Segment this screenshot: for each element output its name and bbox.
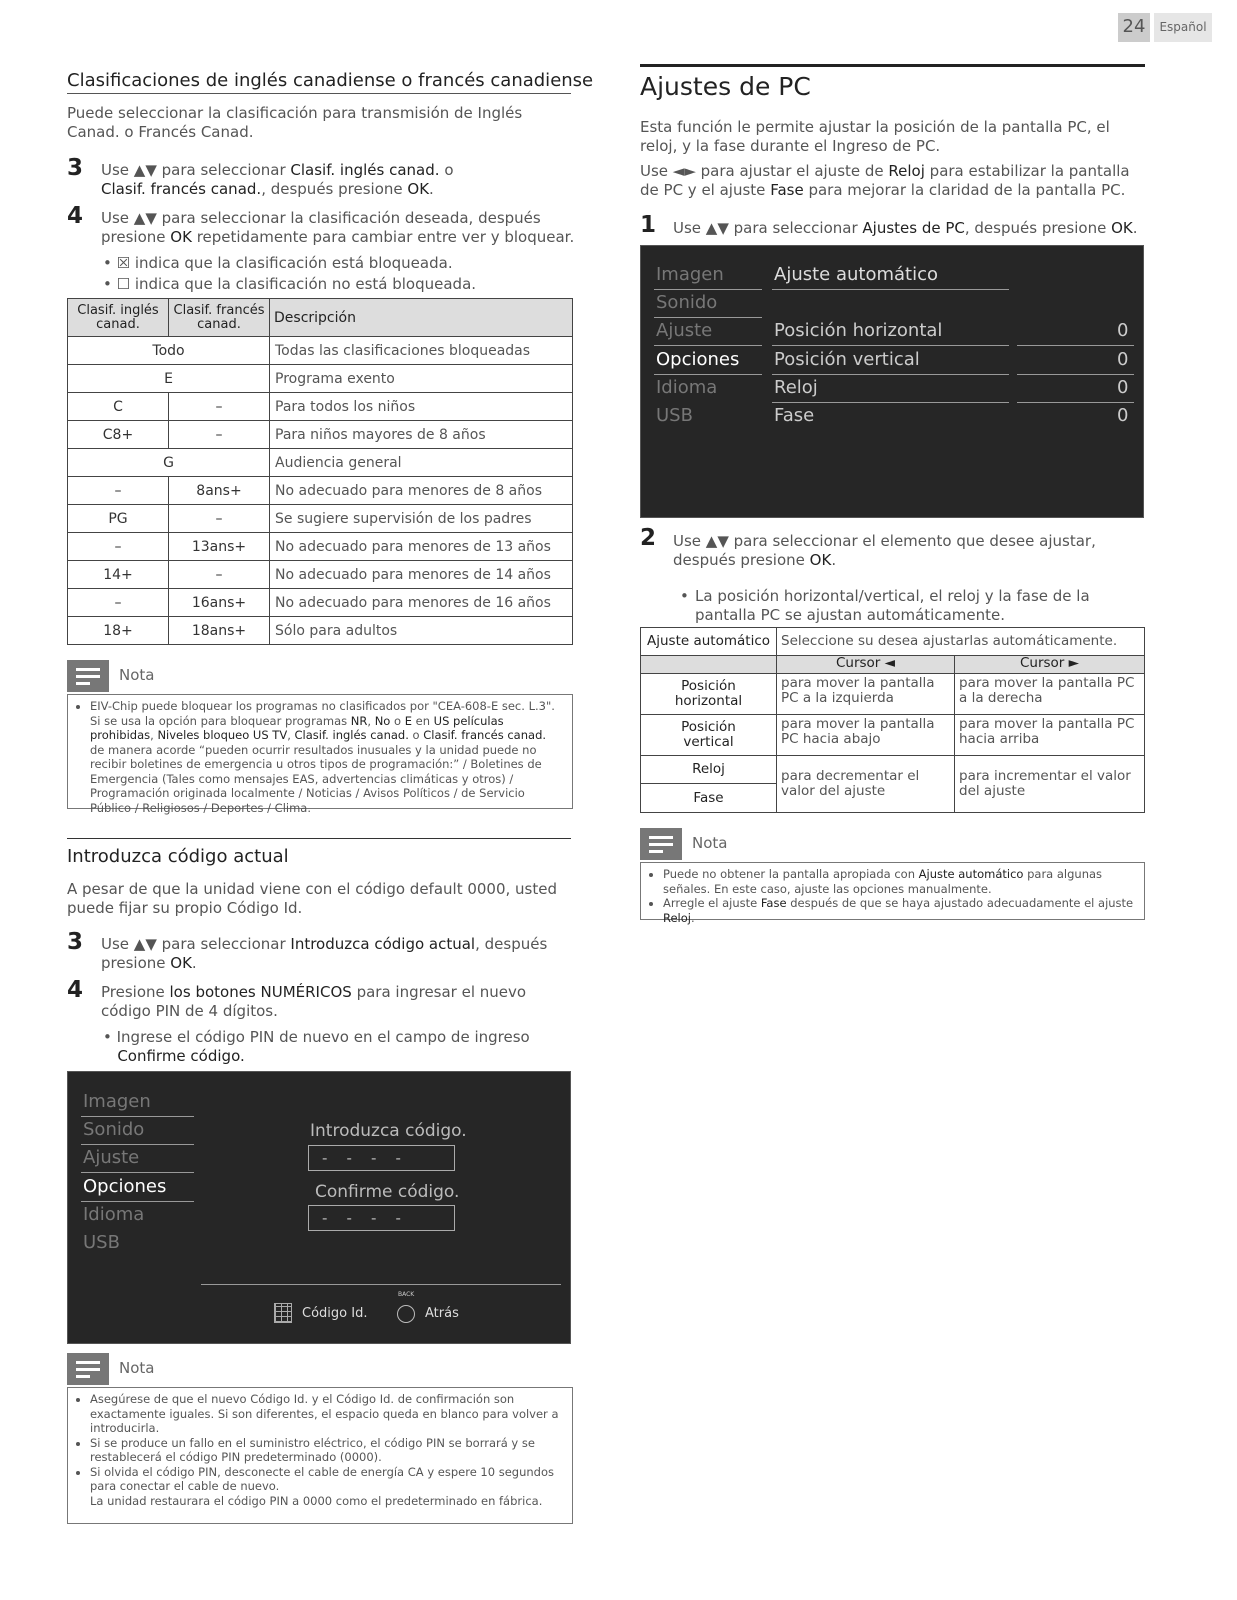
menu-item-idioma[interactable]: Idioma <box>83 1203 145 1225</box>
tv-menu-pc-settings <box>640 245 1144 518</box>
step-text-part: . <box>1132 219 1138 237</box>
rating-code: G <box>68 449 270 477</box>
canadian-ratings-table <box>67 298 573 645</box>
menu-term: Clasif. inglés canad. <box>290 161 440 179</box>
table-row <box>68 421 573 449</box>
keypad-icon <box>274 1303 292 1323</box>
note-part: , <box>367 713 375 728</box>
ok-term: OK <box>1111 219 1133 237</box>
section-title-canadian-ratings: Clasificaciones de inglés canadiense o francés canadiense <box>67 70 594 91</box>
rating-description: Programa exento <box>270 365 573 393</box>
confirm-code-mask: - - - - <box>322 1209 401 1227</box>
menu-item-sonido[interactable]: Sonido <box>656 292 718 314</box>
step-3-text <box>101 935 551 973</box>
back-small-label: BACK <box>398 1291 415 1298</box>
pc-setting-value: 0 <box>1117 405 1129 426</box>
menu-underline <box>654 345 762 346</box>
menu-item-sonido[interactable]: Sonido <box>83 1119 145 1141</box>
pc-setting-value: 0 <box>1117 320 1129 342</box>
auto-adjust-label: Ajuste automático <box>641 628 777 656</box>
rating-description: Para todos los niños <box>270 393 573 421</box>
column-header: Clasif. inglés canad. <box>68 299 169 337</box>
bullet-text: Ingrese el código PIN de nuevo en el campo de ingreso <box>116 1028 530 1046</box>
cursor-left-header: Cursor ◄ <box>777 656 955 674</box>
step-4-text <box>101 983 571 1021</box>
note-item <box>663 867 1136 896</box>
note-part: después de que se haya ajustado adecuadamente el ajuste <box>786 896 1134 910</box>
bullet-locked: • ☒ indica que la clasificación está bloqueada. <box>103 254 453 272</box>
menu-underline <box>654 317 762 318</box>
pc-setting-0[interactable]: Ajuste automático <box>774 264 938 285</box>
row-label: Reloj <box>641 756 777 784</box>
note-part: , <box>150 728 158 742</box>
rating-french: – <box>169 421 270 449</box>
cell: para mover la pantalla PC a la izquierda <box>777 674 955 715</box>
step-number: 1 <box>640 212 657 238</box>
menu-term: NR <box>350 713 368 728</box>
table-row <box>68 533 573 561</box>
section-intro: Esta función le permite ajustar la posición de la pantalla PC, el reloj, y la fase durante el Ingreso de PC. <box>640 118 1110 155</box>
bullet-auto-adjust: • La posición horizontal/vertical, el reloj y la fase de la pantalla PC se ajustan automáticamente. <box>680 587 1145 625</box>
enter-code-mask: - - - - <box>322 1149 401 1167</box>
step-text-part: o <box>439 161 454 179</box>
cell: para mover la pantalla PC hacia arriba <box>955 715 1145 756</box>
menu-item-opciones[interactable]: Opciones <box>656 348 740 370</box>
note-item <box>663 896 1136 925</box>
page-number: 24 <box>1122 16 1146 37</box>
step-text-part: , después presione <box>261 180 408 198</box>
menu-term: Reloj <box>888 162 925 180</box>
menu-item-ajuste[interactable]: Ajuste <box>83 1147 140 1169</box>
note-label: Nota <box>692 834 728 852</box>
column-header: Descripción <box>270 299 573 337</box>
menu-term: Introduzca código actual <box>290 935 476 953</box>
section-intro: A pesar de que la unidad viene con el código default 0000, usted puede fijar su propio Código Id. <box>67 880 558 917</box>
pc-setting-value: 0 <box>1117 348 1129 370</box>
rating-english: PG <box>68 505 169 533</box>
rating-description: Se sugiere supervisión de los padres <box>270 505 573 533</box>
menu-term: Ajustes de PC <box>862 219 965 237</box>
step-text-part: Use ▲▼ para seleccionar la clasificación deseada, después presione <box>101 209 541 246</box>
table-row <box>68 505 573 533</box>
step-number: 3 <box>67 929 84 955</box>
note-part: Puede no obtener la pantalla apropiada con <box>663 867 919 881</box>
table-row <box>68 589 573 617</box>
setting-underline <box>772 402 1009 403</box>
pc-setting-3[interactable]: Reloj <box>774 376 818 398</box>
note-part: o <box>390 713 405 728</box>
setting-underline <box>772 345 1009 346</box>
step-text-part: . <box>831 551 837 569</box>
pc-adjust-table <box>640 627 1145 813</box>
value-underline <box>1017 374 1134 375</box>
note-part: . <box>690 910 695 925</box>
bullet-confirm: • Ingrese el código PIN de nuevo en el campo de ingreso Confirme código. <box>103 1028 530 1065</box>
ok-term: OK <box>170 228 192 246</box>
menu-underline <box>81 1172 194 1173</box>
step-text-part: Use ▲▼ para seleccionar <box>673 219 863 237</box>
numeric-buttons-term: los botones NUMÉRICOS <box>169 983 352 1001</box>
bullet-text: ☒ indica que la clasificación está bloqueada. <box>116 254 453 272</box>
cell: para decrementar el valor del ajuste <box>777 756 955 813</box>
menu-item-opciones[interactable]: Opciones <box>83 1175 167 1197</box>
step-text-part: Presione <box>101 983 170 1001</box>
note-item: • Asegúrese de que el nuevo Código Id. y el Código Id. de confirmación son exactamente iguales. Si son diferentes, el espacio queda en blanco para volver a introducirla. <box>90 1392 564 1436</box>
rating-description: Sólo para adultos <box>270 617 573 645</box>
menu-term: Ajuste automático <box>918 867 1024 881</box>
menu-underline <box>81 1116 194 1117</box>
bullet-unlocked: • ☐ indica que la clasificación no está bloqueada. <box>103 275 477 293</box>
menu-term: Niveles bloqueo US TV <box>157 728 288 742</box>
note-label: Nota <box>119 1359 155 1377</box>
table-row <box>68 337 573 365</box>
step-text-part: para ingresar el nuevo código PIN de 4 dígitos. <box>101 983 527 1020</box>
menu-term: Reloj <box>663 910 691 925</box>
note-part: , <box>287 728 295 742</box>
setting-underline <box>772 289 1009 290</box>
rating-french: – <box>169 561 270 589</box>
section-top-rule <box>640 64 1145 67</box>
setting-underline <box>772 374 1009 375</box>
ok-term: OK <box>809 551 832 569</box>
row-label: Posición vertical <box>641 715 777 756</box>
table-row <box>68 617 573 645</box>
rating-code: E <box>68 365 270 393</box>
rating-english: – <box>68 477 169 505</box>
note-continuation: La unidad restaurara el código PIN a 0000 como el predeterminado en fábrica. <box>90 1493 543 1508</box>
rating-description: Todas las clasificaciones bloqueadas <box>270 337 573 365</box>
menu-underline <box>81 1144 194 1145</box>
pc-setting-4[interactable]: Fase <box>774 405 815 426</box>
step-text-part: . <box>429 180 434 198</box>
pc-setting-2[interactable]: Posición vertical <box>774 348 920 370</box>
note-item: • Si olvida el código PIN, desconecte el cable de energía CA y espere 10 segundos para conectar el cable de nuevo. <box>90 1465 564 1494</box>
row-label: Posición horizontal <box>641 674 777 715</box>
note-icon <box>67 1353 109 1385</box>
menu-term: Confirme código. <box>117 1047 245 1065</box>
menu-item-ajuste[interactable]: Ajuste <box>656 320 713 342</box>
step-number: 2 <box>640 525 657 551</box>
step-3-text <box>101 161 571 199</box>
rating-description: No adecuado para menores de 13 años <box>270 533 573 561</box>
section-title-pc-settings: Ajustes de PC <box>640 72 811 101</box>
section-title-enter-code: Introduzca código actual <box>67 846 289 867</box>
back-button-icon <box>397 1305 415 1323</box>
note-part: EIV-Chip puede bloquear los programas no clasificados por "CEA-608-E sec. L.3". Si se usa la opción para bloquear programas <box>90 699 555 728</box>
enter-code-label: Introduzca código. <box>310 1121 467 1141</box>
divider <box>67 93 571 94</box>
note-box <box>67 694 573 815</box>
menu-underline <box>654 374 762 375</box>
menu-term: Clasif. francés canad. <box>423 728 547 742</box>
footer-back-label: Atrás <box>425 1306 459 1321</box>
ok-term: OK <box>407 180 430 198</box>
menu-item-usb[interactable]: USB <box>656 405 693 426</box>
rating-english: 14+ <box>68 561 169 589</box>
step-text-part: . <box>191 954 197 972</box>
rating-french: 18ans+ <box>169 617 270 645</box>
step-text-part: Use ▲▼ para seleccionar <box>101 161 291 179</box>
note-part: Arregle el ajuste <box>663 896 761 910</box>
step-text-part: Use ▲▼ para seleccionar <box>101 935 291 953</box>
rating-description: No adecuado para menores de 14 años <box>270 561 573 589</box>
section-intro: Puede seleccionar la clasificación para transmisión de Inglés Canad. o Francés Canad. <box>67 104 523 141</box>
intro-part: para mejorar la claridad de la pantalla PC. <box>803 181 1126 199</box>
rating-english: 18+ <box>68 617 169 645</box>
rating-description: Audiencia general <box>270 449 573 477</box>
step-text-part: , después presione <box>101 935 548 972</box>
step-text-part: repetidamente para cambiar entre ver y bloquear. <box>191 228 575 246</box>
table-row <box>68 449 573 477</box>
rating-english: – <box>68 533 169 561</box>
step-number: 4 <box>67 977 84 1003</box>
row-label: Fase <box>641 784 777 813</box>
note-item <box>90 699 564 815</box>
rating-english: C <box>68 393 169 421</box>
menu-term: Clasif. francés canad. <box>101 180 262 198</box>
step-4-text <box>101 209 575 247</box>
blank-header <box>641 656 777 674</box>
pc-setting-1[interactable]: Posición horizontal <box>774 320 943 342</box>
step-text-part: , después presione <box>964 219 1112 237</box>
menu-item-imagen[interactable]: Imagen <box>83 1091 151 1112</box>
menu-term: Fase <box>770 181 804 199</box>
rating-french: – <box>169 505 270 533</box>
intro-part: Use ◄► para ajustar el ajuste de <box>640 162 889 180</box>
section-intro-2 <box>640 162 1145 200</box>
rating-description: No adecuado para menores de 8 años <box>270 477 573 505</box>
note-item: • Si se produce un fallo en el suministro eléctrico, el código PIN se borrará y se restablecerá el código PIN predeterminado (0000). <box>90 1436 564 1465</box>
menu-underline <box>81 1201 194 1202</box>
rating-code: Todo <box>68 337 270 365</box>
note-icon <box>67 660 109 692</box>
note-header <box>67 1353 267 1385</box>
rating-french: 8ans+ <box>169 477 270 505</box>
menu-underline <box>654 289 762 290</box>
footer-divider <box>201 1284 561 1285</box>
tv-menu-enter-code <box>67 1071 571 1344</box>
menu-item-idioma[interactable]: Idioma <box>656 376 718 398</box>
rating-description: Para niños mayores de 8 años <box>270 421 573 449</box>
step-number: 3 <box>67 155 84 181</box>
note-label: Nota <box>119 666 155 684</box>
menu-term: Fase <box>760 896 787 910</box>
note-icon <box>640 828 682 860</box>
menu-term: No <box>374 713 391 728</box>
bullet-text: ☐ indica que la clasificación no está bloqueada. <box>116 275 477 293</box>
value-underline <box>1017 402 1134 403</box>
rating-french: 13ans+ <box>169 533 270 561</box>
confirm-code-label: Confirme código. <box>315 1182 460 1202</box>
menu-term: E <box>404 713 412 728</box>
step-text-part: Use ▲▼ para seleccionar el elemento que desee ajustar, después presione <box>673 532 1096 569</box>
cell: para mover la pantalla PC a la derecha <box>955 674 1145 715</box>
note-header <box>640 828 840 860</box>
note-part: de manera acorde “pueden ocurrir resultados inusuales y la unidad puede no recibir boletines de emergencia u otros tipos de programación:” / Boletines de Emergencia (Tales como mensajes EAS, advertencias climáticas y otros) / Programación originada localmente / Noticias / Avisos Políticos / de Servicio Público / Religiosos / Deportes / Clima. <box>90 742 542 815</box>
rating-french: – <box>169 393 270 421</box>
step-number: 4 <box>67 203 84 229</box>
cell: para incrementar el valor del ajuste <box>955 756 1145 813</box>
menu-item-imagen[interactable]: Imagen <box>656 264 724 285</box>
table-row <box>68 365 573 393</box>
cell: para mover la pantalla PC hacia abajo <box>777 715 955 756</box>
pc-setting-value: 0 <box>1117 376 1129 398</box>
rating-english: – <box>68 589 169 617</box>
rating-french: 16ans+ <box>169 589 270 617</box>
table-row <box>68 393 573 421</box>
footer-code-label: Código Id. <box>302 1306 368 1321</box>
note-part: para algunas señales. En este caso, ajuste las opciones manualmente. <box>663 867 1103 896</box>
note-box <box>67 1387 573 1524</box>
rating-description: No adecuado para menores de 16 años <box>270 589 573 617</box>
table-row <box>68 477 573 505</box>
step-1-text <box>673 219 1143 238</box>
intro-part: para estabilizar la pantalla de PC y el ajuste <box>640 162 1130 199</box>
section-divider <box>67 838 571 839</box>
table-row <box>68 561 573 589</box>
rating-english: C8+ <box>68 421 169 449</box>
cursor-right-header: Cursor ► <box>955 656 1145 674</box>
column-header: Clasif. francés canad. <box>169 299 270 337</box>
menu-term: Clasif. inglés canad. <box>294 728 409 742</box>
note-part: en <box>411 713 434 728</box>
note-box <box>640 862 1145 925</box>
menu-item-usb[interactable]: USB <box>83 1232 120 1253</box>
menu-term: US películas prohibidas <box>90 713 504 742</box>
note-header <box>67 660 267 692</box>
auto-adjust-desc: Seleccione su desea ajustarlas automáticamente. <box>777 628 1145 656</box>
note-part: o <box>408 728 424 742</box>
step-2-text <box>673 532 1143 570</box>
ok-term: OK <box>170 954 192 972</box>
value-underline <box>1017 345 1134 346</box>
language-tab: Español <box>1159 20 1207 34</box>
bullet-text: La posición horizontal/vertical, el reloj y la fase de la pantalla PC se ajustan automáticamente. <box>695 587 1090 624</box>
